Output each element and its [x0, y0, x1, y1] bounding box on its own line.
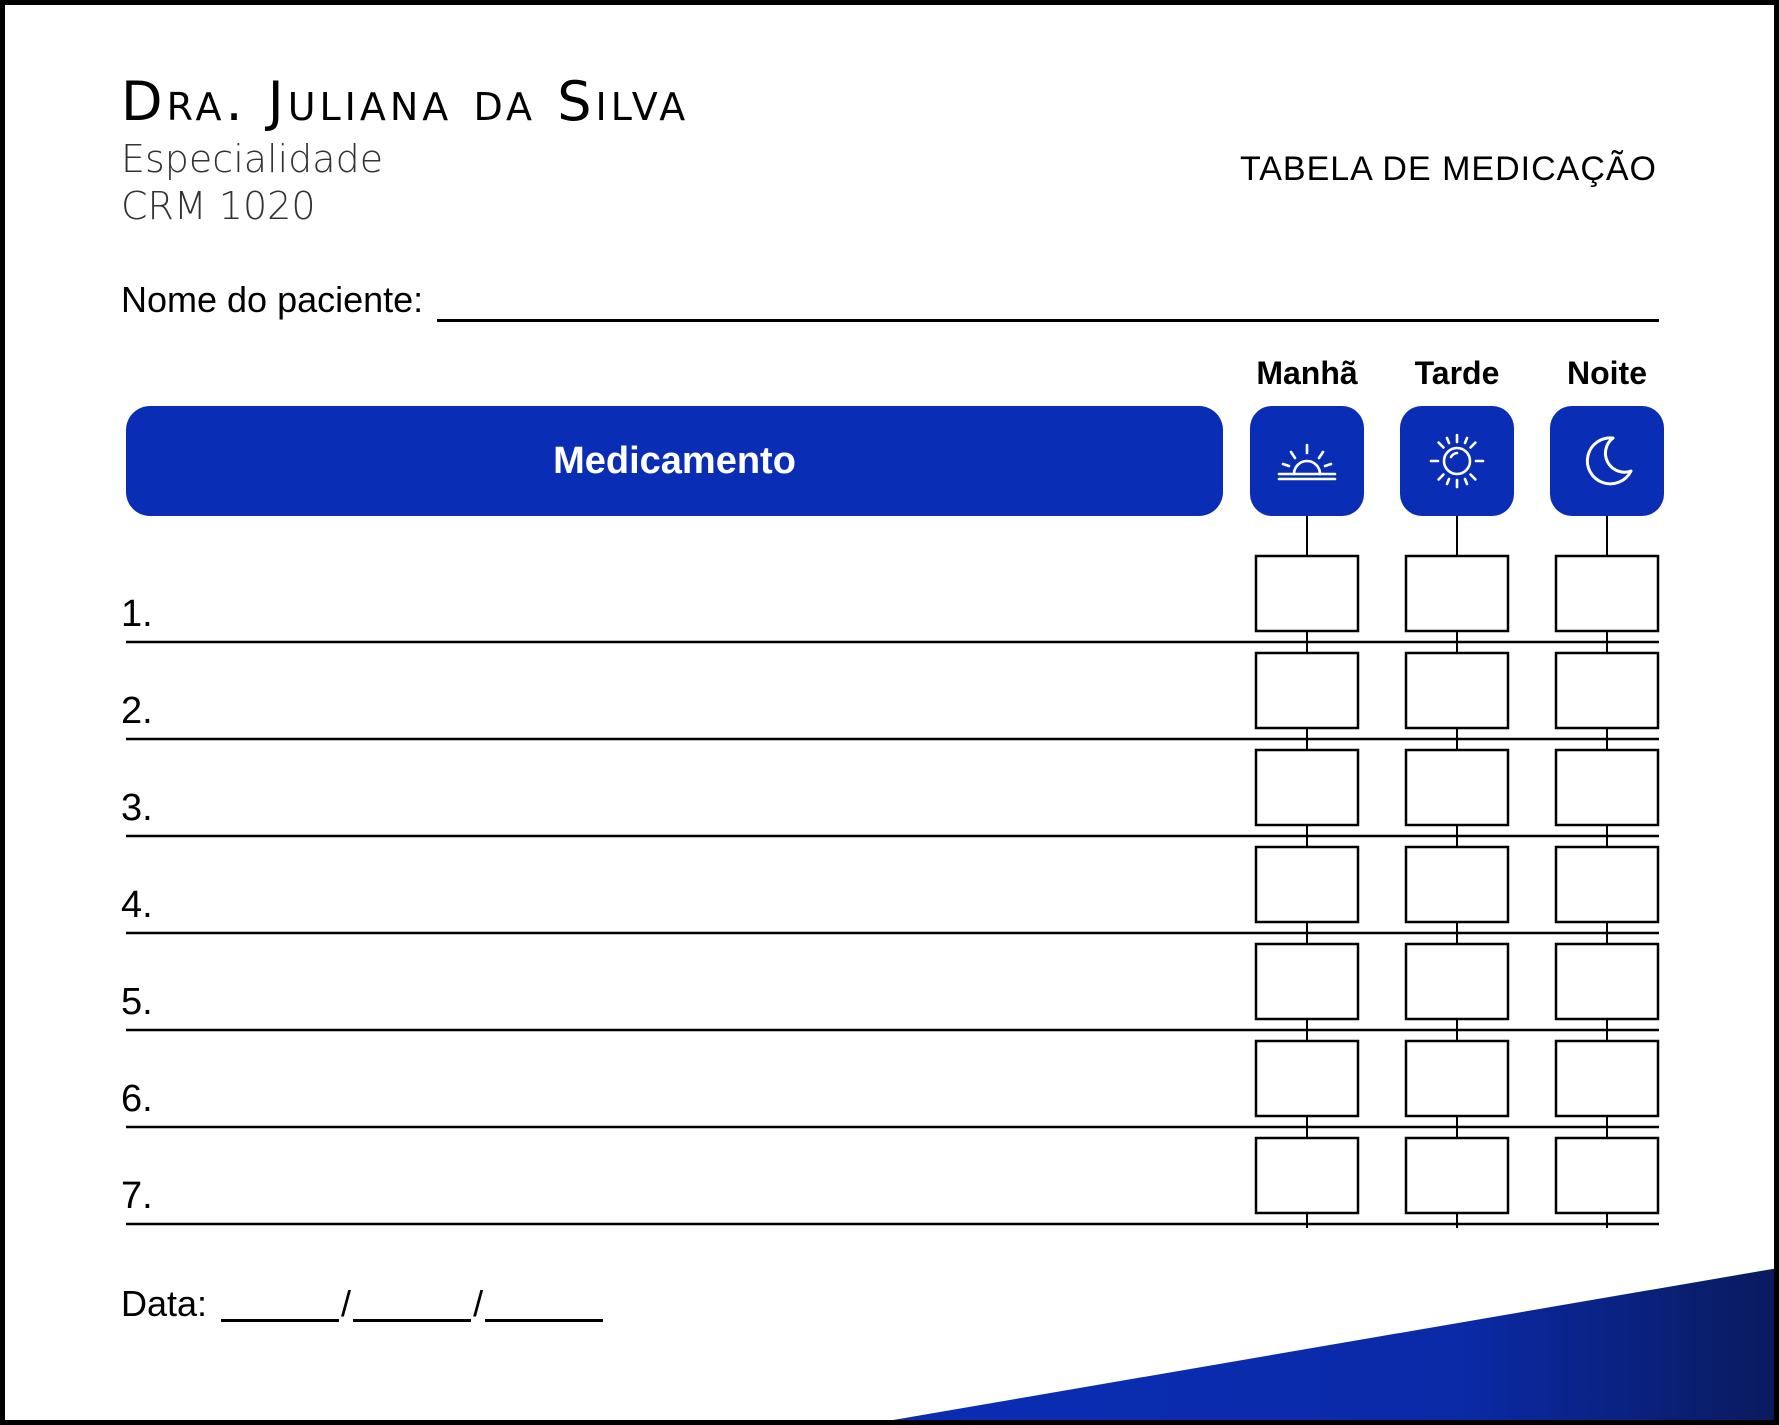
dose-check-box[interactable] [1256, 1041, 1358, 1116]
date-day-blank[interactable] [221, 1285, 339, 1322]
dose-check-box[interactable] [1406, 1138, 1508, 1213]
dose-check-box[interactable] [1406, 556, 1508, 631]
dose-check-box[interactable] [1556, 653, 1658, 728]
date-separator: / [341, 1283, 352, 1324]
dose-check-box[interactable] [1406, 944, 1508, 1019]
row-number: 3. [121, 787, 153, 829]
row-number: 4. [121, 884, 153, 926]
dose-check-box[interactable] [1256, 556, 1358, 631]
row-number: 5. [121, 981, 153, 1023]
dose-check-box[interactable] [1556, 847, 1658, 922]
dose-check-box[interactable] [1256, 944, 1358, 1019]
date-month-blank[interactable] [353, 1285, 471, 1322]
dose-check-box[interactable] [1556, 1138, 1658, 1213]
dose-check-box[interactable] [1556, 944, 1658, 1019]
patient-name-label: Nome do paciente: [121, 279, 424, 320]
date-label: Data: [121, 1283, 208, 1324]
date-year-blank[interactable] [485, 1285, 603, 1322]
dose-check-box[interactable] [1556, 1041, 1658, 1116]
period-label-afternoon: Tarde [1414, 355, 1500, 391]
period-label-night: Noite [1567, 355, 1647, 391]
row-number: 2. [121, 690, 153, 732]
document-title: TABELA DE MEDICAÇÃO [1239, 150, 1657, 188]
medication-header-label: Medicamento [553, 439, 796, 482]
date-field [121, 1285, 603, 1322]
period-label-morning: Manhã [1256, 355, 1358, 391]
row-number: 1. [121, 593, 153, 635]
dose-check-box[interactable] [1406, 1041, 1508, 1116]
row-number: 7. [121, 1175, 153, 1217]
dose-check-box[interactable] [1256, 750, 1358, 825]
crm-number: CRM 1020 [121, 184, 316, 228]
date-separator: / [473, 1283, 484, 1324]
dose-check-box[interactable] [1256, 1138, 1358, 1213]
dose-check-box[interactable] [1256, 653, 1358, 728]
specialty-text: Especialidade [121, 137, 384, 181]
medication-grid [5, 5, 1779, 1425]
doctor-name: Dra. Juliana da Silva [121, 70, 690, 133]
dose-check-box[interactable] [1406, 653, 1508, 728]
dose-check-box[interactable] [1256, 847, 1358, 922]
dose-check-box[interactable] [1406, 750, 1508, 825]
dose-check-box[interactable] [1406, 847, 1508, 922]
row-number: 6. [121, 1078, 153, 1120]
dose-check-box[interactable] [1556, 750, 1658, 825]
dose-check-box[interactable] [1556, 556, 1658, 631]
